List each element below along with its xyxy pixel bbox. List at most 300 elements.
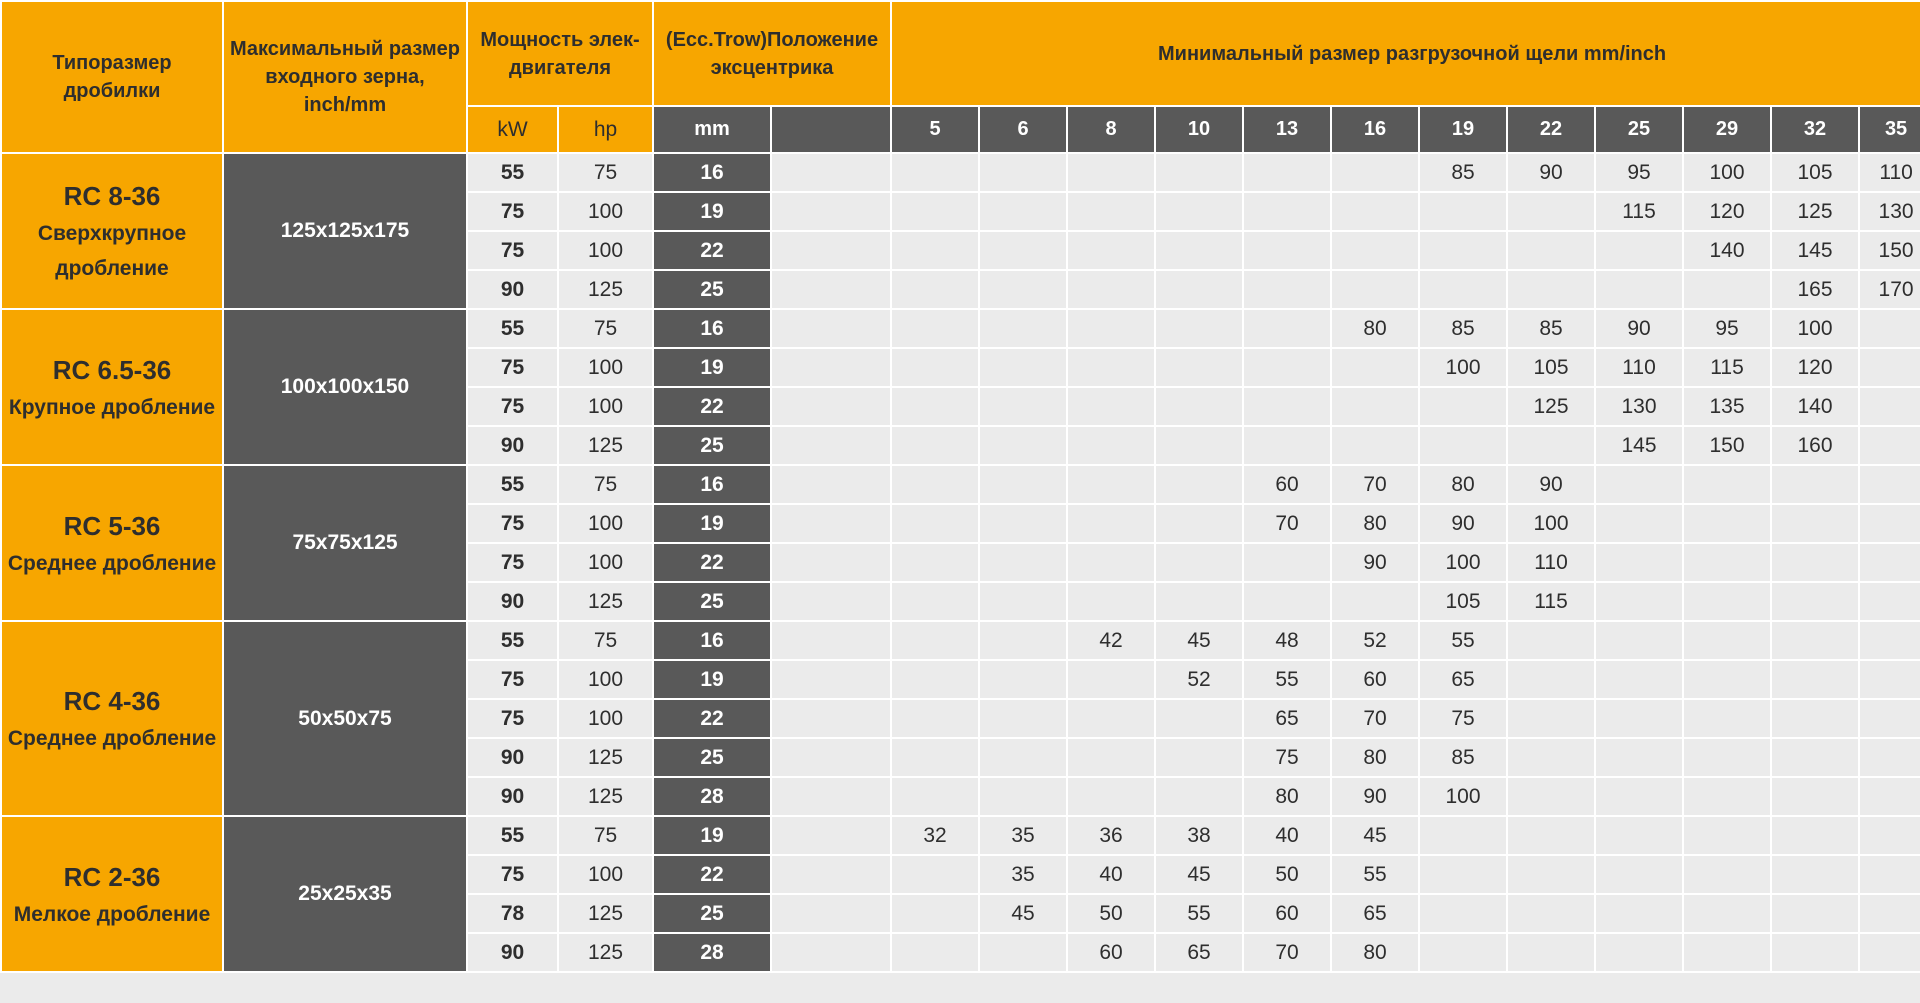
capacity-value [1595, 699, 1683, 738]
capacity-value [1683, 855, 1771, 894]
capacity-value [979, 426, 1067, 465]
capacity-value: 115 [1683, 348, 1771, 387]
power-kw: 90 [467, 582, 558, 621]
capacity-value: 75 [1243, 738, 1331, 777]
capacity-value [1771, 894, 1859, 933]
capacity-value [1859, 348, 1920, 387]
capacity-value: 90 [1419, 504, 1507, 543]
capacity-value [979, 777, 1067, 816]
capacity-value: 38 [1155, 816, 1243, 855]
power-hp: 75 [558, 621, 653, 660]
power-hp: 100 [558, 348, 653, 387]
power-kw: 55 [467, 465, 558, 504]
capacity-value [1067, 465, 1155, 504]
capacity-value: 75 [1419, 699, 1507, 738]
power-kw: 75 [467, 543, 558, 582]
capacity-value: 110 [1595, 348, 1683, 387]
power-kw: 90 [467, 933, 558, 972]
spacer-cell [771, 543, 891, 582]
capacity-value: 95 [1595, 153, 1683, 192]
power-hp: 100 [558, 504, 653, 543]
power-hp: 125 [558, 933, 653, 972]
capacity-value [1331, 231, 1419, 270]
capacity-value [891, 348, 979, 387]
capacity-value [1155, 543, 1243, 582]
gap-size-header: 6 [979, 106, 1067, 153]
capacity-value [1683, 738, 1771, 777]
capacity-value [1243, 231, 1331, 270]
capacity-value [979, 660, 1067, 699]
capacity-value [1595, 894, 1683, 933]
capacity-value [1595, 933, 1683, 972]
capacity-value [1331, 153, 1419, 192]
capacity-value: 160 [1771, 426, 1859, 465]
eccentric-mm: 25 [653, 426, 771, 465]
eccentric-mm: 19 [653, 816, 771, 855]
capacity-value: 65 [1243, 699, 1331, 738]
capacity-value [1243, 582, 1331, 621]
capacity-value: 130 [1859, 192, 1920, 231]
capacity-value: 105 [1771, 153, 1859, 192]
capacity-value: 70 [1331, 465, 1419, 504]
capacity-value [1507, 933, 1595, 972]
capacity-value: 145 [1595, 426, 1683, 465]
capacity-value [891, 426, 979, 465]
capacity-value: 150 [1859, 231, 1920, 270]
capacity-value: 52 [1331, 621, 1419, 660]
power-hp: 100 [558, 231, 653, 270]
eccentric-mm: 22 [653, 543, 771, 582]
capacity-value [979, 699, 1067, 738]
capacity-value: 70 [1243, 933, 1331, 972]
capacity-value [1771, 738, 1859, 777]
eccentric-mm: 25 [653, 270, 771, 309]
capacity-value [979, 504, 1067, 543]
capacity-value: 150 [1683, 426, 1771, 465]
gap-size-header: 13 [1243, 106, 1331, 153]
capacity-value [891, 738, 979, 777]
capacity-value [1771, 582, 1859, 621]
capacity-value [1067, 504, 1155, 543]
max-feed-size: 75x75x125 [223, 465, 467, 621]
capacity-value [1859, 465, 1920, 504]
capacity-value [1595, 270, 1683, 309]
power-kw: 75 [467, 192, 558, 231]
capacity-value [1771, 933, 1859, 972]
capacity-value [1507, 426, 1595, 465]
spacer-cell [771, 387, 891, 426]
spacer-cell [771, 621, 891, 660]
capacity-value: 100 [1419, 348, 1507, 387]
capacity-value [891, 192, 979, 231]
capacity-value: 120 [1683, 192, 1771, 231]
spacer-cell [771, 504, 891, 543]
capacity-value [979, 387, 1067, 426]
capacity-value [1771, 504, 1859, 543]
capacity-value [891, 621, 979, 660]
capacity-value: 85 [1419, 153, 1507, 192]
header-motor-power: Мощность элек-двигателя [467, 1, 653, 106]
table-row [1, 465, 1920, 504]
power-kw: 75 [467, 504, 558, 543]
power-kw: 78 [467, 894, 558, 933]
capacity-value: 50 [1243, 855, 1331, 894]
capacity-value [1067, 231, 1155, 270]
capacity-value [1771, 855, 1859, 894]
spacer-cell [771, 192, 891, 231]
spacer-cell [771, 699, 891, 738]
capacity-value [891, 894, 979, 933]
capacity-value [891, 855, 979, 894]
capacity-value [1507, 699, 1595, 738]
capacity-value [1155, 192, 1243, 231]
header-model: Типоразмер дробилки [1, 1, 223, 153]
capacity-value [1595, 504, 1683, 543]
capacity-value [1595, 582, 1683, 621]
capacity-value [1859, 543, 1920, 582]
power-kw: 75 [467, 660, 558, 699]
capacity-value [1243, 387, 1331, 426]
eccentric-mm: 28 [653, 933, 771, 972]
capacity-value [1595, 231, 1683, 270]
crusher-model-cell [1, 153, 223, 309]
capacity-value [1507, 816, 1595, 855]
capacity-value [1507, 894, 1595, 933]
power-hp: 100 [558, 543, 653, 582]
power-kw: 75 [467, 348, 558, 387]
max-feed-size: 25x25x35 [223, 816, 467, 972]
capacity-value [1595, 777, 1683, 816]
capacity-value [1331, 270, 1419, 309]
capacity-value [1243, 270, 1331, 309]
capacity-value [891, 153, 979, 192]
capacity-value [1683, 270, 1771, 309]
capacity-value [1243, 426, 1331, 465]
capacity-value: 45 [1155, 621, 1243, 660]
capacity-value [1859, 504, 1920, 543]
capacity-value [1243, 153, 1331, 192]
eccentric-mm: 19 [653, 348, 771, 387]
capacity-value: 130 [1595, 387, 1683, 426]
capacity-value [1859, 894, 1920, 933]
capacity-value [1419, 933, 1507, 972]
capacity-value: 105 [1507, 348, 1595, 387]
capacity-value: 45 [979, 894, 1067, 933]
capacity-value: 125 [1507, 387, 1595, 426]
capacity-value: 140 [1683, 231, 1771, 270]
capacity-value [1683, 621, 1771, 660]
gap-size-header: 5 [891, 106, 979, 153]
spacer-cell [771, 270, 891, 309]
capacity-value: 60 [1067, 933, 1155, 972]
capacity-value: 32 [891, 816, 979, 855]
capacity-value: 55 [1155, 894, 1243, 933]
capacity-value [1859, 933, 1920, 972]
capacity-value [1507, 738, 1595, 777]
crusher-model-cell [1, 309, 223, 465]
capacity-value [1067, 777, 1155, 816]
capacity-value [1507, 270, 1595, 309]
capacity-value: 48 [1243, 621, 1331, 660]
capacity-value [891, 699, 979, 738]
power-hp: 100 [558, 192, 653, 231]
capacity-value: 60 [1331, 660, 1419, 699]
capacity-value: 85 [1507, 309, 1595, 348]
capacity-value [1331, 192, 1419, 231]
capacity-value [891, 387, 979, 426]
power-kw: 90 [467, 738, 558, 777]
capacity-value [979, 348, 1067, 387]
capacity-value: 36 [1067, 816, 1155, 855]
capacity-value [1155, 309, 1243, 348]
capacity-value [1507, 855, 1595, 894]
crusher-model-name: RC 8-36 [63, 181, 161, 211]
header-spacer [771, 106, 891, 153]
eccentric-mm: 22 [653, 387, 771, 426]
capacity-value: 90 [1507, 153, 1595, 192]
capacity-value [1331, 387, 1419, 426]
capacity-value [1067, 348, 1155, 387]
capacity-value [1155, 387, 1243, 426]
capacity-value: 80 [1331, 309, 1419, 348]
eccentric-mm: 19 [653, 660, 771, 699]
capacity-value: 170 [1859, 270, 1920, 309]
eccentric-mm: 22 [653, 855, 771, 894]
eccentric-mm: 16 [653, 309, 771, 348]
gap-size-header: 32 [1771, 106, 1859, 153]
capacity-value [1067, 309, 1155, 348]
capacity-value [891, 582, 979, 621]
crusher-model-description: Среднее дробление [7, 551, 217, 575]
spacer-cell [771, 582, 891, 621]
capacity-value [1331, 426, 1419, 465]
gap-size-header: 22 [1507, 106, 1595, 153]
capacity-value [1067, 660, 1155, 699]
capacity-value: 65 [1419, 660, 1507, 699]
capacity-value [1419, 231, 1507, 270]
capacity-value [1771, 660, 1859, 699]
capacity-value [1859, 309, 1920, 348]
capacity-value: 65 [1155, 933, 1243, 972]
spacer-cell [771, 465, 891, 504]
capacity-value [891, 543, 979, 582]
capacity-value [1507, 660, 1595, 699]
capacity-value: 70 [1243, 504, 1331, 543]
capacity-value: 165 [1771, 270, 1859, 309]
capacity-value [1771, 816, 1859, 855]
capacity-value [1859, 426, 1920, 465]
capacity-value: 40 [1243, 816, 1331, 855]
eccentric-mm: 28 [653, 777, 771, 816]
capacity-value [1595, 465, 1683, 504]
crusher-model-name: RC 6.5-36 [52, 354, 172, 385]
spacer-cell [771, 231, 891, 270]
power-kw: 75 [467, 387, 558, 426]
power-kw: 55 [467, 309, 558, 348]
capacity-value [1859, 738, 1920, 777]
capacity-value: 60 [1243, 894, 1331, 933]
capacity-value [1595, 855, 1683, 894]
capacity-value: 85 [1419, 738, 1507, 777]
capacity-value: 60 [1243, 465, 1331, 504]
capacity-value [1859, 777, 1920, 816]
capacity-value [1859, 660, 1920, 699]
capacity-value: 80 [1243, 777, 1331, 816]
capacity-value [979, 543, 1067, 582]
spacer-cell [771, 426, 891, 465]
spacer-cell [771, 933, 891, 972]
header-kw-unit: kW [467, 106, 558, 153]
capacity-value [1859, 582, 1920, 621]
table-row [1, 309, 1920, 348]
capacity-value: 145 [1771, 231, 1859, 270]
header-hp-unit: hp [558, 106, 653, 153]
capacity-value: 55 [1331, 855, 1419, 894]
spacer-cell [771, 153, 891, 192]
capacity-value: 100 [1771, 309, 1859, 348]
capacity-value [1155, 504, 1243, 543]
capacity-value [1859, 387, 1920, 426]
capacity-value [1771, 543, 1859, 582]
capacity-value: 120 [1771, 348, 1859, 387]
power-kw: 55 [467, 621, 558, 660]
capacity-value [1771, 699, 1859, 738]
capacity-value: 42 [1067, 621, 1155, 660]
capacity-value [1067, 426, 1155, 465]
crusher-model-description: Мелкое дробление [13, 902, 211, 926]
capacity-value: 55 [1419, 621, 1507, 660]
capacity-value: 100 [1507, 504, 1595, 543]
capacity-value [979, 465, 1067, 504]
capacity-value [979, 738, 1067, 777]
capacity-value [1859, 855, 1920, 894]
power-kw: 90 [467, 777, 558, 816]
capacity-value [1419, 816, 1507, 855]
crusher-model-description: Сверхкрупное дробление [37, 222, 187, 280]
capacity-value [1155, 153, 1243, 192]
capacity-value: 115 [1595, 192, 1683, 231]
crusher-model-cell [1, 816, 223, 972]
capacity-value [1419, 855, 1507, 894]
max-feed-size: 50x50x75 [223, 621, 467, 816]
capacity-value: 140 [1771, 387, 1859, 426]
capacity-value [891, 465, 979, 504]
gap-size-header: 16 [1331, 106, 1419, 153]
power-hp: 75 [558, 309, 653, 348]
power-hp: 125 [558, 582, 653, 621]
capacity-value: 90 [1507, 465, 1595, 504]
capacity-value: 100 [1419, 777, 1507, 816]
capacity-value: 110 [1859, 153, 1920, 192]
capacity-value [891, 504, 979, 543]
capacity-value [1771, 621, 1859, 660]
capacity-value: 70 [1331, 699, 1419, 738]
capacity-value [1243, 348, 1331, 387]
eccentric-mm: 16 [653, 153, 771, 192]
capacity-value [1067, 153, 1155, 192]
capacity-value: 100 [1683, 153, 1771, 192]
capacity-value: 115 [1507, 582, 1595, 621]
power-hp: 75 [558, 465, 653, 504]
capacity-value [1155, 348, 1243, 387]
crusher-model-description: Крупное дробление [8, 395, 216, 419]
capacity-value [1243, 309, 1331, 348]
power-hp: 75 [558, 153, 653, 192]
spacer-cell [771, 855, 891, 894]
capacity-value: 80 [1419, 465, 1507, 504]
crusher-model-name: RC 5-36 [63, 510, 161, 541]
capacity-value [1243, 192, 1331, 231]
max-feed-size: 125x125x175 [223, 153, 467, 309]
capacity-value [1155, 699, 1243, 738]
capacity-value [1595, 816, 1683, 855]
table-row [1, 816, 1920, 855]
capacity-value [1155, 426, 1243, 465]
gap-size-header: 25 [1595, 106, 1683, 153]
header-feed-size: Максимальный размер входного зерна, inch/mm [223, 1, 467, 153]
crusher-model-description: Среднее дробление [7, 727, 217, 750]
capacity-value [1771, 465, 1859, 504]
eccentric-mm: 25 [653, 582, 771, 621]
spacer-cell [771, 348, 891, 387]
capacity-value [1067, 192, 1155, 231]
gap-size-header: 19 [1419, 106, 1507, 153]
gap-size-header: 8 [1067, 106, 1155, 153]
eccentric-mm: 25 [653, 738, 771, 777]
capacity-value [1683, 465, 1771, 504]
capacity-value [1155, 582, 1243, 621]
capacity-value: 40 [1067, 855, 1155, 894]
capacity-value: 100 [1419, 543, 1507, 582]
table-row [1, 153, 1920, 192]
eccentric-mm: 19 [653, 192, 771, 231]
power-kw: 75 [467, 699, 558, 738]
capacity-value [1155, 777, 1243, 816]
capacity-value [1683, 777, 1771, 816]
capacity-value [1683, 543, 1771, 582]
capacity-value: 125 [1771, 192, 1859, 231]
capacity-value [1595, 543, 1683, 582]
header-mm-unit: mm [653, 106, 771, 153]
power-hp: 125 [558, 426, 653, 465]
capacity-value [1419, 270, 1507, 309]
capacity-value [1331, 582, 1419, 621]
capacity-value [1419, 387, 1507, 426]
spacer-cell [771, 738, 891, 777]
capacity-value [1507, 192, 1595, 231]
capacity-value [1419, 894, 1507, 933]
capacity-value [1155, 270, 1243, 309]
capacity-value: 105 [1419, 582, 1507, 621]
capacity-value: 80 [1331, 933, 1419, 972]
gap-size-header: 29 [1683, 106, 1771, 153]
spacer-cell [771, 660, 891, 699]
crusher-model-name: RC 2-36 [63, 861, 161, 892]
capacity-value [979, 231, 1067, 270]
capacity-value [1067, 270, 1155, 309]
power-hp: 125 [558, 270, 653, 309]
gap-size-header: 35 [1859, 106, 1920, 153]
eccentric-mm: 22 [653, 699, 771, 738]
capacity-value [1067, 582, 1155, 621]
power-hp: 100 [558, 699, 653, 738]
power-hp: 125 [558, 738, 653, 777]
capacity-value [979, 270, 1067, 309]
capacity-value [1419, 426, 1507, 465]
capacity-value [891, 270, 979, 309]
capacity-value [891, 231, 979, 270]
capacity-value [979, 582, 1067, 621]
